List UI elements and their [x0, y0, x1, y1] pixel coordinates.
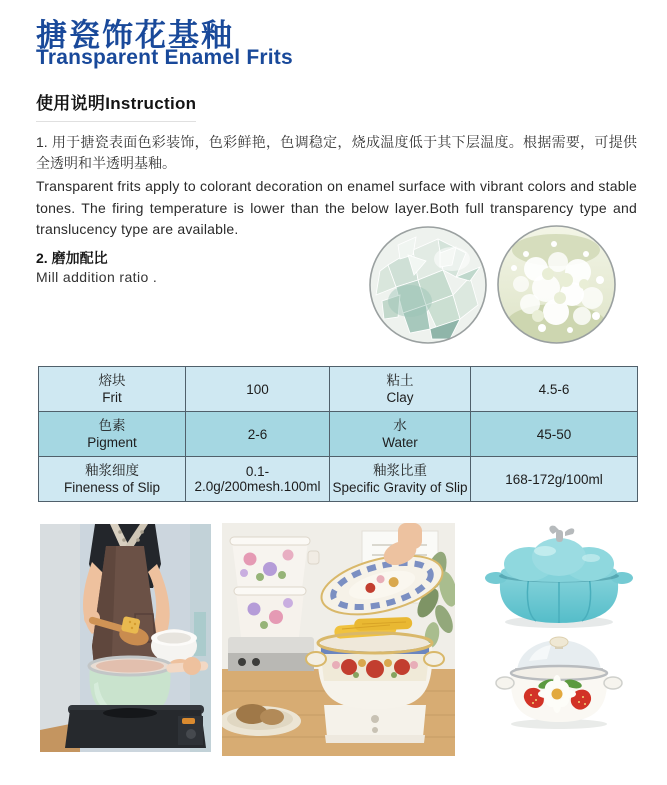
pumpkin-pot-lid	[501, 538, 617, 582]
cooking-scene-photo	[40, 524, 211, 752]
frit-powder-photo	[496, 224, 617, 345]
instruction-paragraph-chinese: 1. 用于搪瓷表面色彩装饰，色彩鲜艳，色调稳定，烧成温度低于其下层温度。根据需要，可提供全透明和半透明基釉。	[36, 134, 637, 171]
glassy-frit-texture	[368, 225, 488, 345]
small-stove	[228, 637, 314, 671]
cell-clay-value: 4.5-6	[471, 367, 638, 412]
cell-clay-label: 粘土 Clay	[330, 367, 471, 412]
mill-ratio-heading-english: Mill addition ratio .	[36, 269, 158, 285]
cell-water-label: 水 Water	[330, 412, 471, 457]
frit-chunks-photo	[368, 225, 488, 345]
cell-fineness-value: 0.1-2.0g/200mesh.100ml	[186, 457, 330, 502]
instruction-paragraph-english: Transparent frits apply to colorant decoration on enamel surface with vibrant colors and stable tones. The firing temperature is lower than the below layer.Both full transparency type and translucency type are available.	[36, 178, 637, 237]
page-title-english: Transparent Enamel Frits	[36, 46, 293, 69]
table-row	[39, 367, 638, 412]
pumpkin-casserole-photo	[473, 524, 645, 630]
strawberry-pot-photo	[473, 635, 645, 730]
cell-pigment-value: 2-6	[186, 412, 330, 457]
table-row	[39, 457, 638, 502]
instruction-heading: 使用说明Instruction	[36, 89, 196, 122]
mill-ratio-table	[38, 366, 638, 502]
portable-gas-stove	[65, 705, 206, 748]
page-title-chinese: 搪瓷饰花基釉	[36, 18, 234, 53]
enamel-steamer-pot-photo	[222, 523, 455, 756]
mill-ratio-heading-chinese: 2. 磨加配比	[36, 250, 108, 266]
cell-pigment-label: 色素 Pigment	[39, 412, 186, 457]
cell-gravity-value: 168-172g/100ml	[471, 457, 638, 502]
cell-water-value: 45-50	[471, 412, 638, 457]
cell-fineness-label: 釉浆细度 Fineness of Slip	[39, 457, 186, 502]
table-row	[39, 412, 638, 457]
cell-frit-value: 100	[186, 367, 330, 412]
powder-texture	[496, 224, 617, 345]
cell-gravity-label: 釉浆比重 Specific Gravity of Slip	[330, 457, 471, 502]
cell-frit-label: 熔块 Frit	[39, 367, 186, 412]
